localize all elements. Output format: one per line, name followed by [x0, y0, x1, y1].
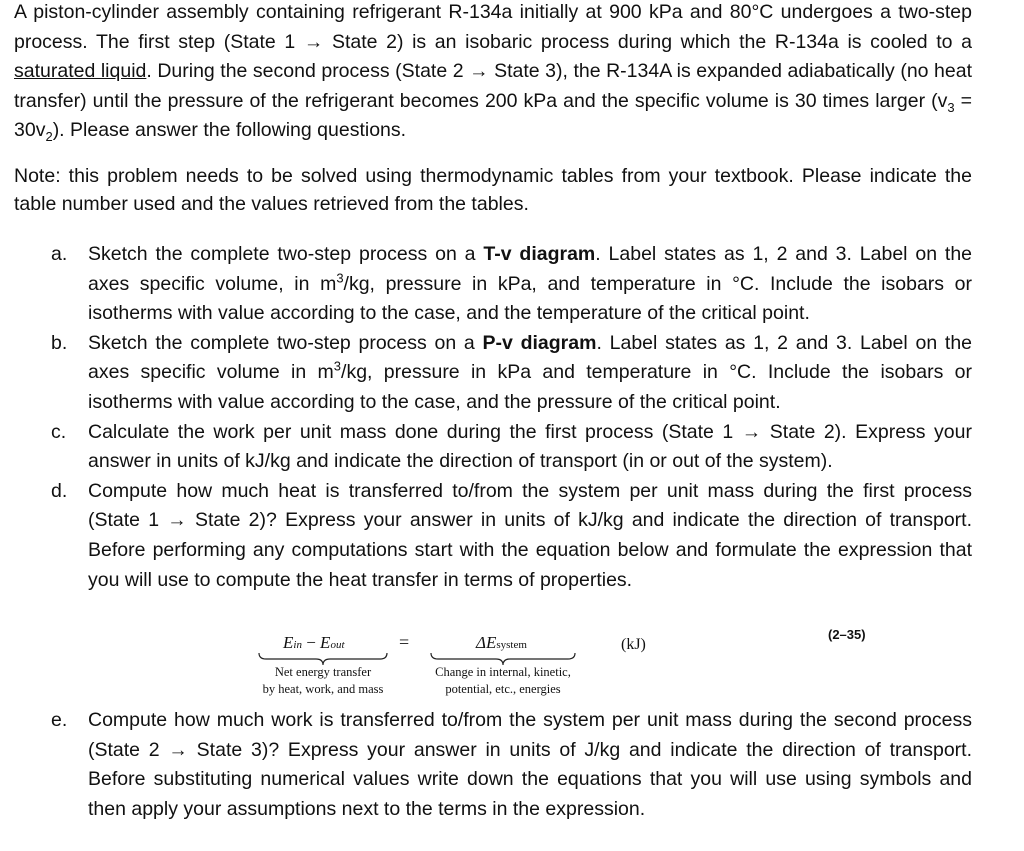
- right-caption-line-1: Change in internal, kinetic,: [435, 665, 571, 679]
- question-d-text: Compute how much heat is transferred to/from the system per unit mass during the first process (State 1 → State 2)? Express your answer in units of kJ/kg and indicate the direction of transport. Before performing any computations start with the equation below and formulate the expression that you will use to compute the heat transfer in terms of properties.: [88, 479, 972, 591]
- note-paragraph: Note: this problem needs to be solved using thermodynamic tables from your textbook. Please indicate the table number used and the values retrieved from the tables.: [14, 165, 972, 215]
- question-a-text-3: /kg, pressure in kPa, and temperature in °C. Include the isobars or isotherms with value according to the case, and the temperature of the critical point.: [88, 272, 972, 325]
- unit-kj: (kJ): [621, 636, 646, 653]
- question-a: [0, 240, 972, 329]
- delta-e-symbol: ΔE: [476, 633, 497, 652]
- question-b-superscript: 3: [333, 358, 342, 374]
- intro-text-4: ). Please answer the following questions.: [52, 119, 407, 142]
- question-c: [0, 418, 972, 477]
- right-caption: [425, 664, 581, 698]
- out-subscript: out: [330, 639, 345, 651]
- energy-balance-equation: [0, 614, 1024, 706]
- problem-statement: [14, 0, 972, 146]
- pv-diagram-bold: P-v diagram: [482, 331, 597, 354]
- equals-sign: =: [399, 632, 410, 652]
- question-e-text: Compute how much work is transferred to/from the system per unit mass during the second process (State 2 → State 3)? Express your answer in units of J/kg and indicate the direction of transport. Before substituting numerical values write down the equations that you will use using symbols and then apply your assumptions next to the terms in the expression.: [88, 709, 972, 820]
- question-e-label: e.: [51, 709, 68, 731]
- e-out-symbol: E: [320, 633, 331, 652]
- v3-subscript: 3: [947, 99, 955, 115]
- question-list-continued: [0, 706, 1000, 824]
- in-subscript: in: [293, 639, 302, 651]
- v2-subscript: 2: [45, 129, 53, 145]
- intro-text-2: . During the second process (State 2 → State 3), the R-134A is expanded adiabatically (no heat transfer) until the pressure of the refrigerant becomes 200 kPa and the specific volume is 30 times larger (v: [14, 60, 972, 112]
- question-c-text: Calculate the work per unit mass done during the first process (State 1 → State 2). Express your answer in units of kJ/kg and indicate the direction of transport (in or out of the system).: [88, 420, 972, 473]
- question-b-text-3: /kg, pressure in kPa and temperature in °C. Include the isobars or isotherms with value according to the case, and the pressure of the critical point.: [88, 361, 972, 413]
- left-caption-line-2: by heat, work, and mass: [262, 682, 384, 696]
- question-d: [0, 477, 972, 595]
- question-b-text-1: Sketch the complete two-step process on a: [88, 331, 483, 354]
- question-b-text-2: . Label states as 1, 2 and 3. Label on the axes specific volume in m: [88, 331, 973, 384]
- question-list: [0, 240, 1000, 595]
- question-b-label: b.: [51, 331, 68, 354]
- right-caption-line-2: potential, etc., energies: [445, 682, 561, 696]
- question-a-label: a.: [51, 243, 68, 265]
- question-a-superscript: 3: [336, 270, 344, 286]
- system-subscript: system: [496, 639, 527, 651]
- saturated-liquid-underlined: saturated liquid: [14, 60, 147, 83]
- question-a-text-1: Sketch the complete two-step process on a: [88, 243, 484, 265]
- minus-sign: −: [301, 633, 321, 652]
- intro-text-3: = 30v: [14, 89, 972, 142]
- question-c-label: c.: [51, 420, 67, 443]
- question-b: [0, 329, 972, 418]
- question-a-text-2: . Label states as 1, 2 and 3. Label on the axes specific volume, in m: [88, 243, 973, 295]
- tv-diagram-bold: T-v diagram: [483, 243, 596, 265]
- question-d-label: d.: [51, 479, 68, 502]
- question-e: [0, 706, 972, 824]
- left-caption-line-1: Net energy transfer: [274, 665, 372, 679]
- left-caption: [248, 664, 398, 698]
- intro-text-1: A piston-cylinder assembly containing refrigerant R-134a initially at 900 kPa and 80°C undergoes a two-step process. The first step (State 1 → State 2) is an isobaric process during which the R-134a is cooled to a: [14, 1, 972, 53]
- equation-number: (2–35): [828, 627, 866, 642]
- e-in-symbol: E: [283, 633, 294, 652]
